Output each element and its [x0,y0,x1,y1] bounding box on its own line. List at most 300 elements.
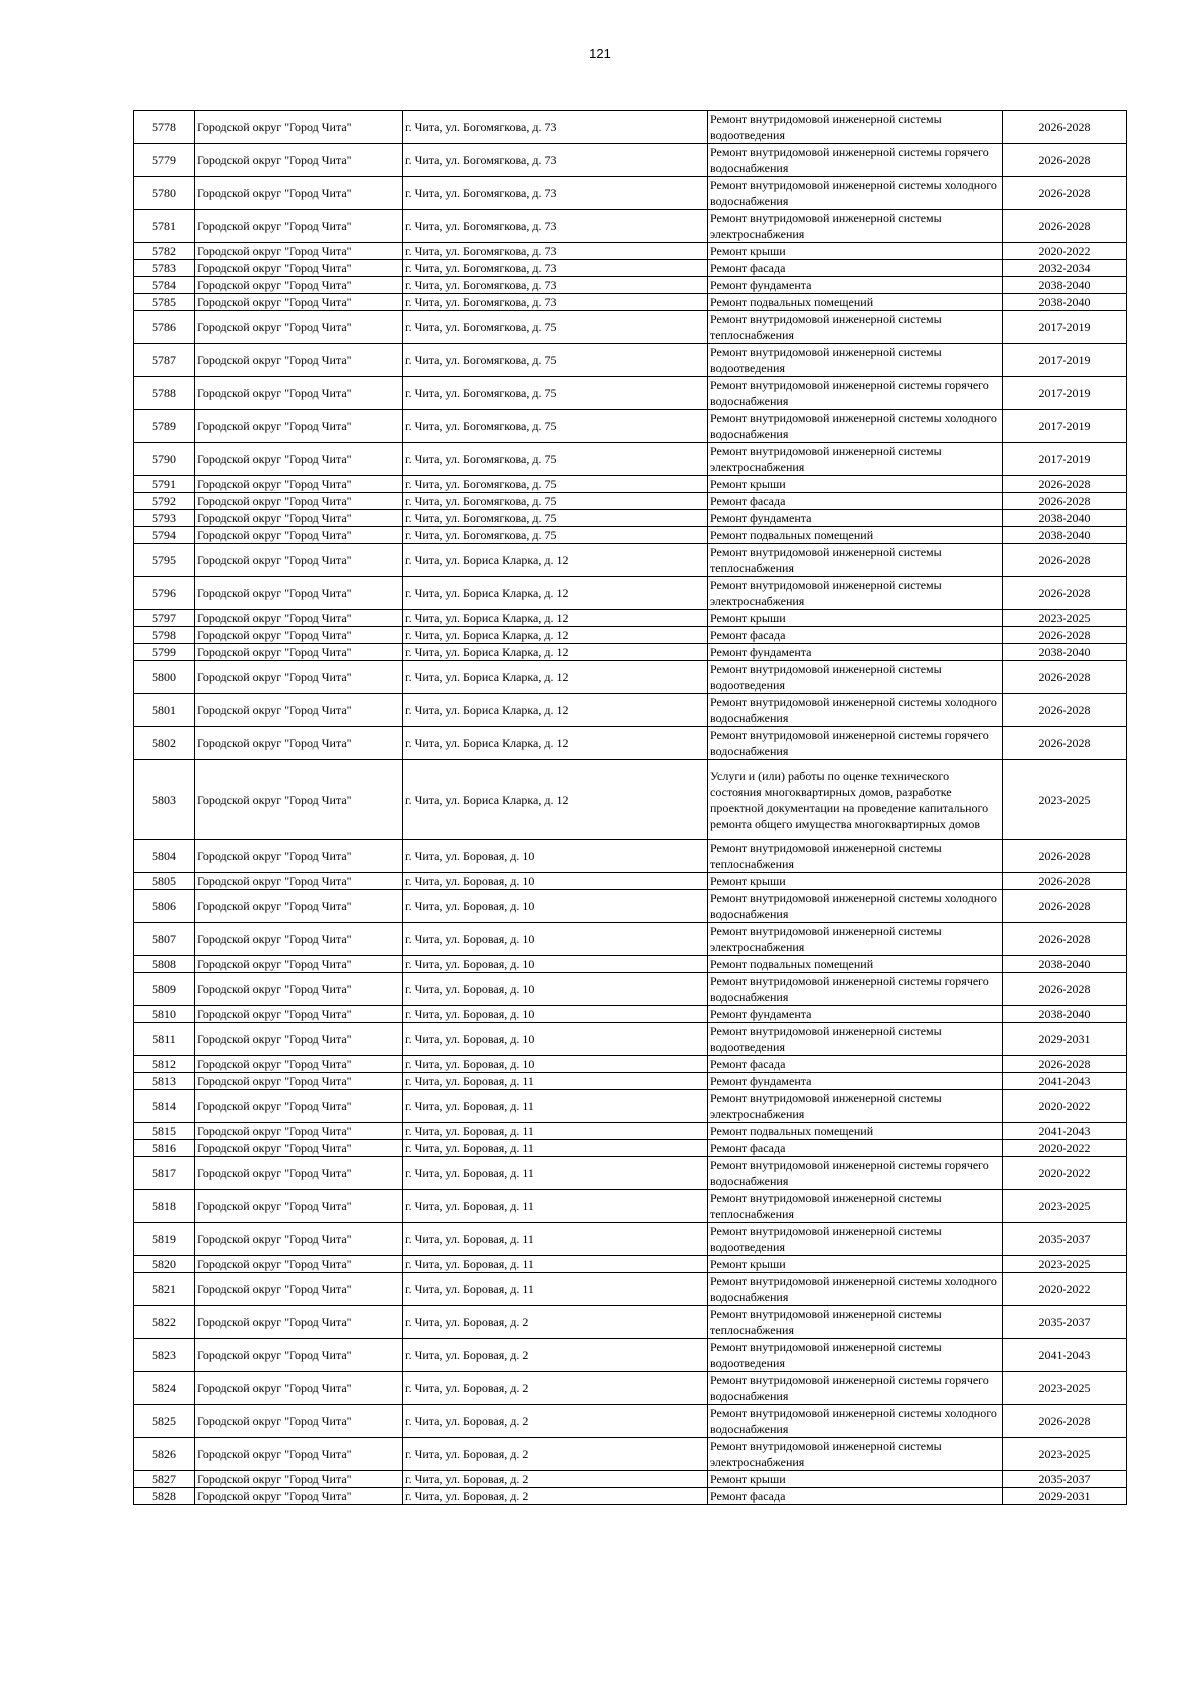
row-municipality: Городской округ "Город Чита" [195,111,403,144]
row-number: 5818 [134,1190,195,1223]
table-row [134,1056,1127,1073]
row-work-type: Ремонт внутридомовой инженерной системы теплоснабжения [708,1306,1003,1339]
row-number: 5784 [134,277,195,294]
row-municipality: Городской округ "Город Чита" [195,610,403,627]
row-work-type: Ремонт внутридомовой инженерной системы водоотведения [708,661,1003,694]
row-number: 5791 [134,476,195,493]
row-number: 5811 [134,1023,195,1056]
row-address: г. Чита, ул. Богомягкова, д. 73 [403,210,708,243]
row-number: 5790 [134,443,195,476]
row-municipality: Городской округ "Город Чита" [195,344,403,377]
table-row [134,923,1127,956]
row-work-type: Ремонт внутридомовой инженерной системы теплоснабжения [708,311,1003,344]
table-row [134,577,1127,610]
row-period: 2038-2040 [1003,1006,1127,1023]
row-address: г. Чита, ул. Боровая, д. 2 [403,1372,708,1405]
row-number: 5810 [134,1006,195,1023]
row-municipality: Городской округ "Город Чита" [195,973,403,1006]
row-period: 2017-2019 [1003,410,1127,443]
row-period: 2029-2031 [1003,1023,1127,1056]
row-address: г. Чита, ул. Бориса Кларка, д. 12 [403,610,708,627]
row-period: 2038-2040 [1003,644,1127,661]
row-work-type: Ремонт фундамента [708,1073,1003,1090]
table-row [134,727,1127,760]
row-address: г. Чита, ул. Бориса Кларка, д. 12 [403,727,708,760]
row-work-type: Ремонт фундамента [708,1006,1003,1023]
row-municipality: Городской округ "Город Чита" [195,1190,403,1223]
row-municipality: Городской округ "Город Чита" [195,144,403,177]
row-period: 2023-2025 [1003,1372,1127,1405]
table-row [134,1273,1127,1306]
row-number: 5779 [134,144,195,177]
table-row [134,1090,1127,1123]
row-address: г. Чита, ул. Богомягкова, д. 75 [403,410,708,443]
row-number: 5824 [134,1372,195,1405]
table-row [134,443,1127,476]
row-period: 2020-2022 [1003,1157,1127,1190]
row-address: г. Чита, ул. Богомягкова, д. 73 [403,260,708,277]
row-number: 5781 [134,210,195,243]
row-municipality: Городской округ "Город Чита" [195,956,403,973]
row-municipality: Городской округ "Город Чита" [195,577,403,610]
row-period: 2017-2019 [1003,377,1127,410]
row-address: г. Чита, ул. Богомягкова, д. 73 [403,144,708,177]
table-row [134,1073,1127,1090]
row-municipality: Городской округ "Город Чита" [195,1306,403,1339]
row-municipality: Городской округ "Город Чита" [195,527,403,544]
row-municipality: Городской округ "Город Чита" [195,277,403,294]
table-row [134,1339,1127,1372]
row-municipality: Городской округ "Город Чита" [195,694,403,727]
row-municipality: Городской округ "Город Чита" [195,510,403,527]
row-period: 2023-2025 [1003,760,1127,840]
row-work-type: Ремонт внутридомовой инженерной системы электроснабжения [708,923,1003,956]
row-municipality: Городской округ "Город Чита" [195,627,403,644]
row-address: г. Чита, ул. Боровая, д. 2 [403,1339,708,1372]
row-work-type: Ремонт внутридомовой инженерной системы горячего водоснабжения [708,1157,1003,1190]
row-number: 5786 [134,311,195,344]
row-address: г. Чита, ул. Боровая, д. 10 [403,1006,708,1023]
table-row [134,311,1127,344]
row-address: г. Чита, ул. Богомягкова, д. 75 [403,311,708,344]
row-period: 2032-2034 [1003,260,1127,277]
row-address: г. Чита, ул. Боровая, д. 2 [403,1306,708,1339]
row-work-type: Ремонт внутридомовой инженерной системы электроснабжения [708,577,1003,610]
table-row [134,1372,1127,1405]
row-work-type: Ремонт внутридомовой инженерной системы теплоснабжения [708,544,1003,577]
row-address: г. Чита, ул. Бориса Кларка, д. 12 [403,760,708,840]
row-number: 5816 [134,1140,195,1157]
works-register-body [134,111,1127,1505]
row-work-type: Ремонт внутридомовой инженерной системы водоотведения [708,344,1003,377]
row-municipality: Городской округ "Город Чита" [195,311,403,344]
row-address: г. Чита, ул. Боровая, д. 11 [403,1073,708,1090]
row-address: г. Чита, ул. Богомягкова, д. 75 [403,476,708,493]
row-work-type: Ремонт внутридомовой инженерной системы электроснабжения [708,1438,1003,1471]
row-municipality: Городской округ "Город Чита" [195,410,403,443]
row-address: г. Чита, ул. Боровая, д. 10 [403,1023,708,1056]
row-address: г. Чита, ул. Богомягкова, д. 73 [403,243,708,260]
row-address: г. Чита, ул. Богомягкова, д. 75 [403,443,708,476]
row-number: 5826 [134,1438,195,1471]
row-address: г. Чита, ул. Бориса Кларка, д. 12 [403,627,708,644]
table-row [134,760,1127,840]
row-address: г. Чита, ул. Боровая, д. 11 [403,1123,708,1140]
row-address: г. Чита, ул. Боровая, д. 2 [403,1438,708,1471]
row-period: 2035-2037 [1003,1306,1127,1339]
row-address: г. Чита, ул. Боровая, д. 10 [403,890,708,923]
row-number: 5825 [134,1405,195,1438]
row-period: 2020-2022 [1003,1090,1127,1123]
row-address: г. Чита, ул. Бориса Кларка, д. 12 [403,694,708,727]
row-work-type: Ремонт внутридомовой инженерной системы горячего водоснабжения [708,144,1003,177]
row-work-type: Ремонт подвальных помещений [708,1123,1003,1140]
table-row [134,661,1127,694]
row-period: 2029-2031 [1003,1488,1127,1505]
row-address: г. Чита, ул. Боровая, д. 11 [403,1273,708,1306]
table-row [134,973,1127,1006]
row-work-type: Ремонт внутридомовой инженерной системы электроснабжения [708,1090,1003,1123]
row-period: 2026-2028 [1003,973,1127,1006]
row-period: 2026-2028 [1003,1405,1127,1438]
table-row [134,1190,1127,1223]
row-work-type: Ремонт фундамента [708,277,1003,294]
table-row [134,177,1127,210]
row-municipality: Городской округ "Город Чита" [195,1273,403,1306]
row-municipality: Городской округ "Город Чита" [195,1140,403,1157]
row-municipality: Городской округ "Город Чита" [195,760,403,840]
table-row [134,243,1127,260]
row-number: 5828 [134,1488,195,1505]
table-row [134,1471,1127,1488]
row-work-type: Ремонт фасада [708,627,1003,644]
row-period: 2026-2028 [1003,873,1127,890]
row-address: г. Чита, ул. Боровая, д. 11 [403,1223,708,1256]
table-row [134,956,1127,973]
row-work-type: Ремонт подвальных помещений [708,294,1003,311]
row-period: 2026-2028 [1003,144,1127,177]
row-address: г. Чита, ул. Боровая, д. 10 [403,840,708,873]
table-row [134,510,1127,527]
row-municipality: Городской округ "Город Чита" [195,377,403,410]
row-period: 2038-2040 [1003,510,1127,527]
row-number: 5803 [134,760,195,840]
row-period: 2026-2028 [1003,493,1127,510]
row-municipality: Городской округ "Город Чита" [195,1488,403,1505]
row-work-type: Ремонт фасада [708,1488,1003,1505]
row-period: 2038-2040 [1003,956,1127,973]
row-address: г. Чита, ул. Бориса Кларка, д. 12 [403,644,708,661]
row-number: 5789 [134,410,195,443]
row-number: 5788 [134,377,195,410]
row-number: 5806 [134,890,195,923]
row-municipality: Городской округ "Город Чита" [195,661,403,694]
row-period: 2017-2019 [1003,311,1127,344]
row-municipality: Городской округ "Город Чита" [195,177,403,210]
row-municipality: Городской округ "Город Чита" [195,1405,403,1438]
row-period: 2026-2028 [1003,727,1127,760]
table-row [134,410,1127,443]
row-period: 2026-2028 [1003,694,1127,727]
row-work-type: Ремонт крыши [708,476,1003,493]
table-row [134,694,1127,727]
table-row [134,377,1127,410]
row-municipality: Городской округ "Город Чита" [195,1157,403,1190]
row-period: 2026-2028 [1003,111,1127,144]
table-row [134,1023,1127,1056]
table-row [134,1256,1127,1273]
row-work-type: Ремонт внутридомовой инженерной системы горячего водоснабжения [708,1372,1003,1405]
row-address: г. Чита, ул. Боровая, д. 2 [403,1471,708,1488]
row-address: г. Чита, ул. Бориса Кларка, д. 12 [403,661,708,694]
table-row [134,873,1127,890]
row-number: 5819 [134,1223,195,1256]
row-number: 5796 [134,577,195,610]
row-period: 2020-2022 [1003,1140,1127,1157]
row-address: г. Чита, ул. Богомягкова, д. 75 [403,344,708,377]
row-period: 2026-2028 [1003,1056,1127,1073]
row-period: 2026-2028 [1003,476,1127,493]
row-period: 2035-2037 [1003,1223,1127,1256]
row-work-type: Ремонт внутридомовой инженерной системы холодного водоснабжения [708,410,1003,443]
row-number: 5802 [134,727,195,760]
row-number: 5814 [134,1090,195,1123]
row-work-type: Ремонт внутридомовой инженерной системы водоотведения [708,1223,1003,1256]
row-number: 5798 [134,627,195,644]
table-row [134,1123,1127,1140]
table-row [134,493,1127,510]
row-period: 2023-2025 [1003,610,1127,627]
row-municipality: Городской округ "Город Чита" [195,1438,403,1471]
table-row [134,627,1127,644]
row-address: г. Чита, ул. Боровая, д. 11 [403,1140,708,1157]
row-municipality: Городской округ "Город Чита" [195,873,403,890]
row-work-type: Ремонт внутридомовой инженерной системы холодного водоснабжения [708,1273,1003,1306]
row-work-type: Ремонт внутридомовой инженерной системы электроснабжения [708,210,1003,243]
row-municipality: Городской округ "Город Чита" [195,644,403,661]
row-address: г. Чита, ул. Боровая, д. 11 [403,1157,708,1190]
table-row [134,1405,1127,1438]
table-row [134,144,1127,177]
table-row [134,644,1127,661]
row-address: г. Чита, ул. Боровая, д. 10 [403,923,708,956]
row-number: 5799 [134,644,195,661]
row-municipality: Городской округ "Город Чита" [195,1256,403,1273]
row-work-type: Ремонт фундамента [708,510,1003,527]
row-period: 2026-2028 [1003,177,1127,210]
table-row [134,1140,1127,1157]
row-municipality: Городской округ "Город Чита" [195,1471,403,1488]
row-address: г. Чита, ул. Богомягкова, д. 73 [403,294,708,311]
row-work-type: Ремонт крыши [708,1471,1003,1488]
table-row [134,1223,1127,1256]
row-period: 2026-2028 [1003,544,1127,577]
row-work-type: Ремонт внутридомовой инженерной системы холодного водоснабжения [708,694,1003,727]
row-period: 2023-2025 [1003,1190,1127,1223]
row-period: 2026-2028 [1003,923,1127,956]
row-work-type: Ремонт внутридомовой инженерной системы горячего водоснабжения [708,727,1003,760]
row-municipality: Городской округ "Город Чита" [195,840,403,873]
row-work-type: Ремонт внутридомовой инженерной системы теплоснабжения [708,840,1003,873]
row-number: 5792 [134,493,195,510]
row-municipality: Городской округ "Город Чита" [195,210,403,243]
row-address: г. Чита, ул. Боровая, д. 10 [403,973,708,1006]
row-number: 5794 [134,527,195,544]
row-period: 2038-2040 [1003,294,1127,311]
row-number: 5813 [134,1073,195,1090]
row-period: 2038-2040 [1003,527,1127,544]
row-municipality: Городской округ "Город Чита" [195,727,403,760]
row-number: 5805 [134,873,195,890]
row-number: 5778 [134,111,195,144]
row-number: 5823 [134,1339,195,1372]
table-row [134,1488,1127,1505]
row-number: 5827 [134,1471,195,1488]
row-municipality: Городской округ "Город Чита" [195,1023,403,1056]
row-period: 2026-2028 [1003,627,1127,644]
row-municipality: Городской округ "Город Чита" [195,923,403,956]
row-work-type: Ремонт внутридомовой инженерной системы электроснабжения [708,443,1003,476]
row-municipality: Городской округ "Город Чита" [195,1123,403,1140]
page-number: 121 [589,46,611,61]
row-municipality: Городской округ "Город Чита" [195,260,403,277]
row-address: г. Чита, ул. Боровая, д. 2 [403,1405,708,1438]
row-work-type: Ремонт внутридомовой инженерной системы водоотведения [708,1339,1003,1372]
table-row [134,1006,1127,1023]
row-number: 5787 [134,344,195,377]
row-municipality: Городской округ "Город Чита" [195,443,403,476]
row-work-type: Ремонт внутридомовой инженерной системы горячего водоснабжения [708,973,1003,1006]
row-number: 5817 [134,1157,195,1190]
row-address: г. Чита, ул. Богомягкова, д. 75 [403,527,708,544]
row-period: 2038-2040 [1003,277,1127,294]
row-work-type: Услуги и (или) работы по оценке технического состояния многоквартирных домов, разработке проектной документации на проведение капитального ремонта общего имущества многоквартирных домов [708,760,1003,840]
row-period: 2026-2028 [1003,210,1127,243]
table-row [134,344,1127,377]
row-municipality: Городской округ "Город Чита" [195,476,403,493]
row-period: 2020-2022 [1003,243,1127,260]
row-work-type: Ремонт крыши [708,610,1003,627]
row-municipality: Городской округ "Город Чита" [195,1223,403,1256]
row-municipality: Городской округ "Город Чита" [195,1073,403,1090]
row-period: 2017-2019 [1003,344,1127,377]
table-row [134,277,1127,294]
row-work-type: Ремонт подвальных помещений [708,527,1003,544]
row-number: 5780 [134,177,195,210]
table-row [134,260,1127,277]
row-number: 5801 [134,694,195,727]
row-number: 5793 [134,510,195,527]
row-number: 5821 [134,1273,195,1306]
table-row [134,294,1127,311]
row-number: 5785 [134,294,195,311]
row-number: 5807 [134,923,195,956]
row-number: 5797 [134,610,195,627]
row-address: г. Чита, ул. Боровая, д. 10 [403,873,708,890]
row-period: 2023-2025 [1003,1256,1127,1273]
row-work-type: Ремонт внутридомовой инженерной системы холодного водоснабжения [708,1405,1003,1438]
row-work-type: Ремонт внутридомовой инженерной системы теплоснабжения [708,1190,1003,1223]
row-work-type: Ремонт внутридомовой инженерной системы водоотведения [708,1023,1003,1056]
row-address: г. Чита, ул. Богомягкова, д. 73 [403,177,708,210]
row-work-type: Ремонт внутридомовой инженерной системы холодного водоснабжения [708,890,1003,923]
table-row [134,890,1127,923]
table-row [134,1157,1127,1190]
row-work-type: Ремонт фасада [708,260,1003,277]
row-number: 5783 [134,260,195,277]
row-municipality: Городской округ "Город Чита" [195,544,403,577]
row-municipality: Городской округ "Город Чита" [195,890,403,923]
row-period: 2035-2037 [1003,1471,1127,1488]
row-number: 5815 [134,1123,195,1140]
row-work-type: Ремонт внутридомовой инженерной системы горячего водоснабжения [708,377,1003,410]
table-row [134,1438,1127,1471]
table-row [134,840,1127,873]
row-municipality: Городской округ "Город Чита" [195,1339,403,1372]
row-period: 2026-2028 [1003,840,1127,873]
row-period: 2026-2028 [1003,661,1127,694]
row-work-type: Ремонт крыши [708,1256,1003,1273]
row-address: г. Чита, ул. Боровая, д. 11 [403,1256,708,1273]
row-number: 5782 [134,243,195,260]
row-period: 2041-2043 [1003,1073,1127,1090]
row-period: 2017-2019 [1003,443,1127,476]
row-number: 5820 [134,1256,195,1273]
row-work-type: Ремонт фасада [708,1056,1003,1073]
table-row [134,1306,1127,1339]
row-address: г. Чита, ул. Боровая, д. 11 [403,1090,708,1123]
row-work-type: Ремонт подвальных помещений [708,956,1003,973]
row-work-type: Ремонт внутридомовой инженерной системы водоотведения [708,111,1003,144]
row-period: 2026-2028 [1003,890,1127,923]
table-row [134,210,1127,243]
row-address: г. Чита, ул. Богомягкова, д. 75 [403,493,708,510]
row-work-type: Ремонт фундамента [708,644,1003,661]
table-row [134,111,1127,144]
table-row [134,544,1127,577]
table-row [134,610,1127,627]
row-municipality: Городской округ "Город Чита" [195,1090,403,1123]
row-work-type: Ремонт фасада [708,1140,1003,1157]
row-work-type: Ремонт внутридомовой инженерной системы холодного водоснабжения [708,177,1003,210]
row-address: г. Чита, ул. Богомягкова, д. 75 [403,510,708,527]
row-address: г. Чита, ул. Боровая, д. 10 [403,956,708,973]
row-number: 5822 [134,1306,195,1339]
row-address: г. Чита, ул. Богомягкова, д. 73 [403,277,708,294]
row-municipality: Городской округ "Город Чита" [195,1006,403,1023]
row-address: г. Чита, ул. Богомягкова, д. 75 [403,377,708,410]
row-period: 2023-2025 [1003,1438,1127,1471]
row-address: г. Чита, ул. Боровая, д. 2 [403,1488,708,1505]
row-work-type: Ремонт фасада [708,493,1003,510]
row-work-type: Ремонт крыши [708,243,1003,260]
table-row [134,527,1127,544]
row-address: г. Чита, ул. Бориса Кларка, д. 12 [403,577,708,610]
row-period: 2020-2022 [1003,1273,1127,1306]
works-register-table [133,110,1127,1505]
row-number: 5808 [134,956,195,973]
row-work-type: Ремонт крыши [708,873,1003,890]
row-municipality: Городской округ "Город Чита" [195,493,403,510]
row-address: г. Чита, ул. Боровая, д. 11 [403,1190,708,1223]
row-address: г. Чита, ул. Бориса Кларка, д. 12 [403,544,708,577]
row-municipality: Городской округ "Город Чита" [195,294,403,311]
row-period: 2026-2028 [1003,577,1127,610]
row-period: 2041-2043 [1003,1123,1127,1140]
row-municipality: Городской округ "Город Чита" [195,243,403,260]
row-address: г. Чита, ул. Богомягкова, д. 73 [403,111,708,144]
row-municipality: Городской округ "Город Чита" [195,1372,403,1405]
